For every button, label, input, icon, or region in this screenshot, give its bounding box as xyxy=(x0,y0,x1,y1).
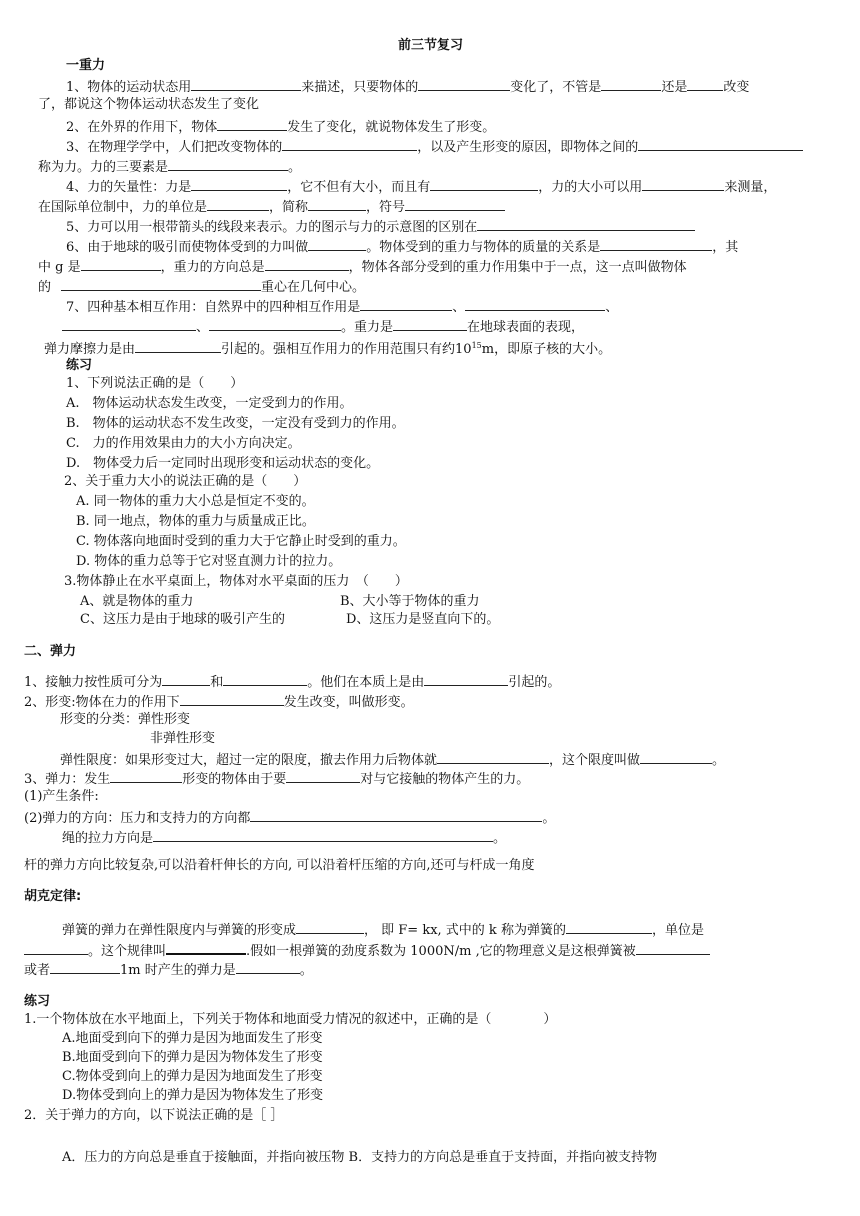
elastic-limit: 弹性限度：如果形变过大，超过一定的限度，撤去作用力后物体就 ，这个限度叫做 。 xyxy=(60,753,726,768)
fill-blank[interactable] xyxy=(308,238,366,251)
gravity-item-3-cont: 称为力。力的三要素是 。 xyxy=(38,160,302,175)
hooke-line-2: 。这个规律叫 .假如一根弹簧的劲度系数为 1000N/m ,它的物理意义是这根弹簧被 xyxy=(24,941,710,960)
practice1-q3-option-d: D、这压力是竖直向下的。 xyxy=(346,612,500,627)
gravity-item-5: 5、力可以用一根带箭头的线段来表示。力的图示与力的示意图的区别在 xyxy=(66,218,695,236)
practice1-question-1: 1、下列说法正确的是（ ） xyxy=(66,376,244,391)
condition-label: (1)产生条件: xyxy=(24,789,99,804)
fill-blank[interactable] xyxy=(250,809,542,822)
fill-blank[interactable] xyxy=(418,78,510,91)
gravity-item-7-cont2: 弹力摩擦力是由 引起的。强相互作用力的作用范围只有约$10^{15}m$，即原子核的大小。 xyxy=(44,341,612,357)
practice1-q3-option-b: B、大小等于物体的重力 xyxy=(340,594,480,609)
fill-blank[interactable] xyxy=(168,158,288,171)
practice1-q3-option-c: C、这压力是由于地球的吸引产生的 xyxy=(80,612,285,627)
fill-blank[interactable] xyxy=(61,278,261,291)
fill-blank[interactable] xyxy=(601,78,661,91)
elastic-direction: (2)弹力的方向：压力和支持力的方向都 。 xyxy=(24,811,556,826)
elastic-item-2: 2、形变:物体在力的作用下 发生改变，叫做形变。 xyxy=(24,695,414,710)
fill-blank[interactable] xyxy=(207,198,269,211)
fill-blank[interactable] xyxy=(286,770,360,783)
fill-blank[interactable] xyxy=(465,298,605,311)
fill-blank[interactable] xyxy=(223,673,307,686)
gravity-item-4-cont: 在国际单位制中，力的单位是 ，简称 ，符号 xyxy=(38,198,505,216)
fill-blank[interactable] xyxy=(405,198,505,211)
fill-blank[interactable] xyxy=(393,318,467,331)
section-heading-hooke: 胡克定律: xyxy=(24,889,82,904)
section-heading-gravity: 一重力 xyxy=(66,58,106,73)
gravity-item-7-cont: 、 。重力是 在地球表面的表现， xyxy=(62,318,584,336)
fill-blank[interactable] xyxy=(424,673,508,686)
gravity-item-2: 2、在外界的作用下，物体 发生了变化，就说物体发生了形变。 xyxy=(66,120,496,135)
practice1-q2-option-d: D. 物体的重力总等于它对竖直测力计的拉力。 xyxy=(76,554,342,569)
fill-blank[interactable] xyxy=(638,138,803,151)
practice1-question-3: 3.物体静止在水平桌面上，物体对水平桌面的压力 （ ） xyxy=(64,574,408,589)
fill-blank[interactable] xyxy=(209,318,341,331)
practice1-q2-option-a: A. 同一物体的重力大小总是恒定不变的。 xyxy=(76,494,315,509)
practice2-option-b: B.地面受到向下的弹力是因为物体发生了形变 xyxy=(62,1050,323,1065)
gravity-item-1-cont: 了，都说这个物体运动状态发生了变化 xyxy=(38,97,260,112)
practice2-question-1: 1.一个物体放在水平地面上，下列关于物体和地面受力情况的叙述中，正确的是（ ） xyxy=(24,1012,557,1027)
fill-blank[interactable] xyxy=(566,921,652,934)
gravity-item-3: 3、在物理学学中，人们把改变物体的 ，以及产生形变的原因，即物体之间的 xyxy=(66,138,803,156)
fill-blank[interactable] xyxy=(282,138,417,151)
practice2-question-2: 2．关于弹力的方向，以下说法正确的是［ ］ xyxy=(24,1108,284,1123)
hooke-line-3: 或者 1m 时产生的弹力是 。 xyxy=(24,963,313,978)
practice1-q2-option-c: C. 物体落向地面时受到的重力大于它静止时受到的重力。 xyxy=(76,534,406,549)
practice-heading-1: 练习 xyxy=(66,358,93,373)
fill-blank[interactable] xyxy=(153,829,493,842)
fill-blank[interactable] xyxy=(430,178,538,191)
fill-blank[interactable] xyxy=(162,673,210,686)
gravity-item-6-cont: 中 g 是 ，重力的方向总是 ，物体各部分受到的重力作用集中于一点，这一点叫做物体 xyxy=(38,260,687,275)
practice-heading-2: 练习 xyxy=(24,994,51,1009)
fill-blank[interactable] xyxy=(687,78,723,91)
practice1-option-d: D. 物体受力后一定同时出现形变和运动状态的变化。 xyxy=(66,456,380,471)
gravity-item-7: 7、四种基本相互作用：自然界中的四种相互作用是 、 、 xyxy=(66,300,619,315)
fill-blank[interactable] xyxy=(477,218,695,231)
practice2-option-a: A.地面受到向下的弹力是因为地面发生了形变 xyxy=(62,1031,323,1046)
deformation-types: 形变的分类：弹性形变 xyxy=(60,712,191,727)
practice1-option-b: B. 物体的运动状态不发生改变，一定没有受到力的作用。 xyxy=(66,416,405,431)
fill-blank[interactable] xyxy=(308,198,366,211)
fill-blank[interactable] xyxy=(135,340,221,353)
deformation-nonelastic: 非弹性形变 xyxy=(150,731,216,746)
fill-blank[interactable] xyxy=(191,78,301,91)
fill-blank[interactable] xyxy=(437,751,549,764)
fill-blank[interactable] xyxy=(62,318,196,331)
fill-blank[interactable] xyxy=(236,961,300,974)
gravity-item-6: 6、由于地球的吸引而使物体受到的力叫做 。物体受到的重力与物体的质量的关系是 ，其 xyxy=(66,240,739,255)
practice1-question-2: 2、关于重力大小的说法正确的是（ ） xyxy=(64,474,307,489)
section-heading-elastic: 二、弹力 xyxy=(24,644,77,659)
gravity-item-1: 1、物体的运动状态用 来描述，只要物体的 变化了，不管是 还是 改变 xyxy=(66,80,750,95)
fill-blank[interactable] xyxy=(50,961,120,974)
fill-blank[interactable] xyxy=(640,751,712,764)
fill-blank[interactable] xyxy=(265,258,349,271)
practice2-option-c: C.物体受到向上的弹力是因为地面发生了形变 xyxy=(62,1069,323,1084)
practice2-option-d: D.物体受到向上的弹力是因为物体发生了形变 xyxy=(62,1088,324,1103)
gravity-item-4: 4、力的矢量性：力是 ，它不但有大小，而且有 ，力的大小可以用 来测量， xyxy=(66,180,777,195)
gravity-item-6-cont2: 的 重心在几何中心。 xyxy=(38,280,366,295)
fill-blank[interactable] xyxy=(191,178,287,191)
rope-direction: 绳的拉力方向是 。 xyxy=(62,831,507,846)
fill-blank[interactable] xyxy=(360,298,452,311)
elastic-item-3: 3、弹力：发生 形变的物体由于要 对与它接触的物体产生的力。 xyxy=(24,772,530,787)
fill-blank[interactable] xyxy=(296,921,364,934)
practice1-q3-option-a: A、就是物体的重力 xyxy=(80,594,194,609)
elastic-item-1: 1、接触力按性质可分为 和 。他们在本质上是由 引起的。 xyxy=(24,675,561,690)
practice2-q2-options-ab: A．压力的方向总是垂直于接触面，并指向被压物 B．支持力的方向总是垂直于支持面，并指向被支持物 xyxy=(62,1150,658,1165)
hooke-line-1: 弹簧的弹力在弹性限度内与弹簧的形变成 ， 即 F= kx, 式中的 k 称为弹簧的 ，单位是 xyxy=(62,923,704,938)
fill-blank[interactable] xyxy=(600,238,712,251)
page-title: 前三节复习 xyxy=(398,38,464,53)
fill-blank[interactable] xyxy=(110,770,182,783)
practice1-option-a: A. 物体运动状态发生改变，一定受到力的作用。 xyxy=(66,396,353,411)
fill-blank[interactable] xyxy=(166,941,246,955)
practice1-q2-option-b: B. 同一地点，物体的重力与质量成正比。 xyxy=(76,514,315,529)
fill-blank[interactable] xyxy=(636,942,710,955)
fill-blank[interactable] xyxy=(24,942,88,955)
fill-blank[interactable] xyxy=(217,118,287,131)
fill-blank[interactable] xyxy=(642,178,724,191)
rod-direction: 杆的弹力方向比较复杂,可以沿着杆伸长的方向, 可以沿着杆压缩的方向,还可与杆成一角度 xyxy=(24,858,535,873)
fill-blank[interactable] xyxy=(180,693,284,706)
practice1-option-c: C. 力的作用效果由力的大小方向决定。 xyxy=(66,436,301,451)
fill-blank[interactable] xyxy=(81,258,161,271)
